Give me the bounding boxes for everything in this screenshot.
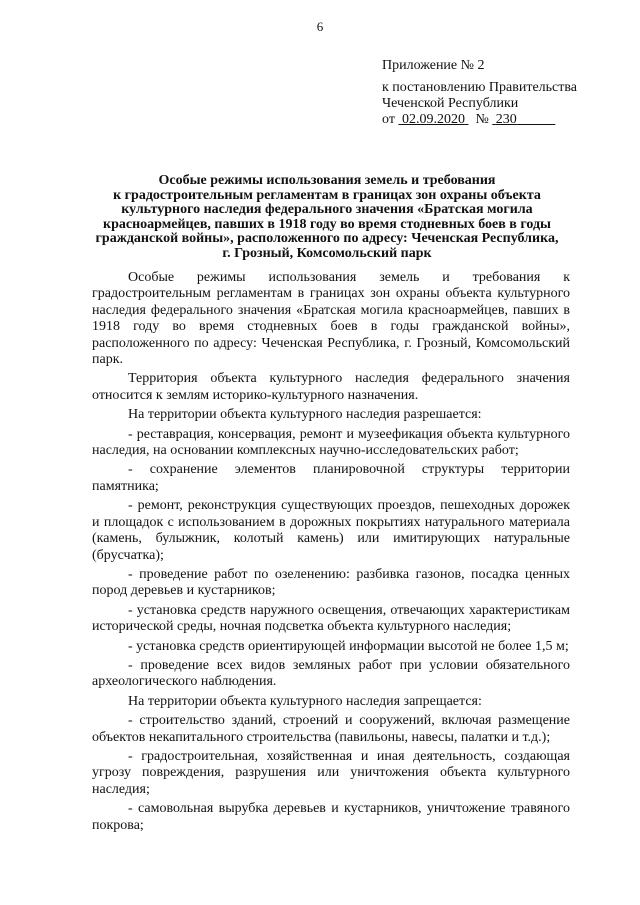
appendix-block <box>382 58 622 128</box>
body-paragraph: На территории объекта культурного наследия разрешается: <box>128 407 482 423</box>
body-paragraph: На территории объекта культурного наследия запрещается: <box>128 693 482 709</box>
list-item: - самовольная вырубка деревьев и кустарников, уничтожение травяного покрова; <box>92 801 570 833</box>
number-prefix: № <box>475 112 493 127</box>
heading-line: к градостроительным регламентам в границах зон охраны объекта <box>113 187 541 203</box>
heading-line: Особые режимы использования земель и требования <box>158 173 496 188</box>
heading-line: красноармейцев, павших в 1918 году во время стодневных боев в годы <box>103 216 551 232</box>
appendix-line-2: Чеченской Республики <box>382 96 519 111</box>
appendix-line-1: к постановлению Правительства <box>382 80 578 95</box>
list-item: - проведение работ по озеленению: разбивка газонов, посадка ценных пород деревьев и кустарников; <box>92 566 570 599</box>
list-item: - градостроительная, хозяйственная и иная деятельность, создающая угрозу повреждения, разрушения или уничтожения объекта культурного наследия; <box>92 748 570 797</box>
body-paragraph: Особые режимы использования земель и требования к градостроительным регламентам в границах зон охраны объекта культурного наследия федерального значения «Братская могила красноармейцев, павших в 1918 году во время стодневных боев в годы гражданской войны», расположенного по адресу: Чеченская Республика, г. Грозный, Комсомольский парк. <box>92 270 570 368</box>
list-item: - проведение всех видов земляных работ при условии обязательного археологического наблюдения. <box>92 657 570 690</box>
date-prefix: от <box>382 112 399 127</box>
document-heading <box>82 174 572 262</box>
heading-line: гражданской войны», расположенного по адресу: Чеченская Республика, <box>95 231 559 247</box>
page-number: 6 <box>316 19 324 34</box>
appendix-title: Приложение № 2 <box>382 58 485 73</box>
appendix-date-line <box>382 112 622 128</box>
document-body <box>92 270 570 837</box>
body-paragraph: Территория объекта культурного наследия федерального значения относится к землям историко-культурного назначения. <box>92 371 570 403</box>
list-item: - ремонт, реконструкция существующих проездов, пешеходных дорожек и площадок с использованием в дорожных покрытиях натурального материала (камень, булыжник, колотый камень) или имитирующих натуральные (брусчатка); <box>92 498 570 563</box>
list-item: - сохранение элементов планировочной структуры территории памятника; <box>92 462 570 494</box>
list-item: - реставрация, консервация, ремонт и музеефикация объекта культурного наследия, на основании комплексных научно-исследовательских работ; <box>92 426 570 459</box>
heading-line: г. Грозный, Комсомольский парк <box>222 245 432 261</box>
date-value: 02.09.2020 <box>401 112 465 127</box>
list-item: - строительство зданий, строений и сооружений, включая размещение объектов некапитального строительства (павильоны, навесы, палатки и т.д.); <box>92 713 570 745</box>
number-value: 230 <box>495 112 517 127</box>
heading-line: культурного наследия федерального значения «Братская могила <box>121 202 533 218</box>
list-item: - установка средств наружного освещения, отвечающих характеристикам исторической среды, ночная подсветка объекта культурного наследия; <box>92 602 570 635</box>
list-item: - установка средств ориентирующей информации высотой не более 1,5 м; <box>128 638 569 654</box>
